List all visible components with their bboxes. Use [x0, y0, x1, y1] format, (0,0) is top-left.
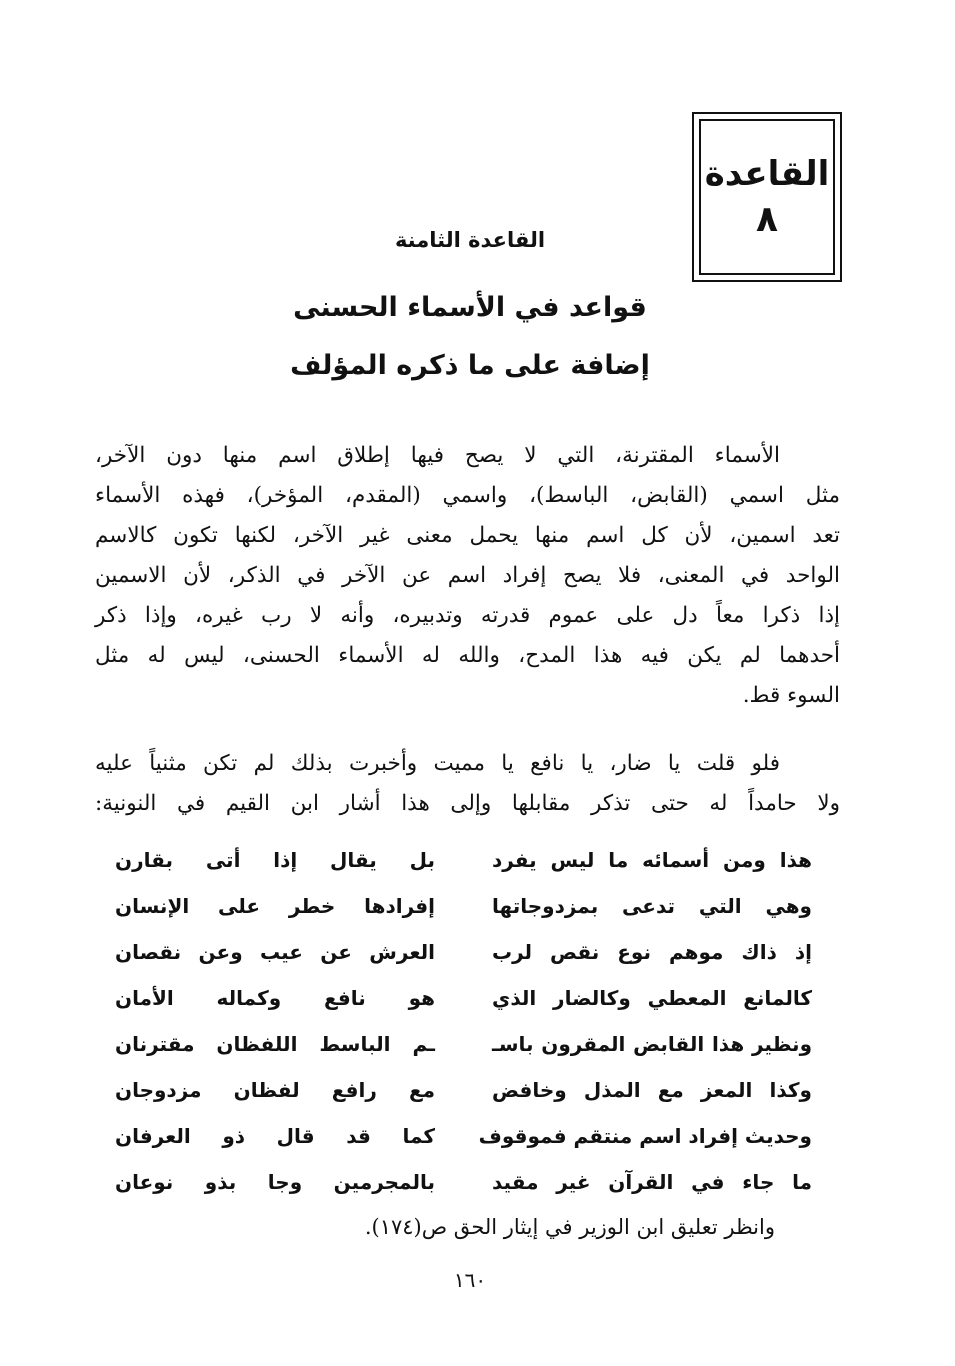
verse-first-half: وهي التي تدعى بمزدوجاتها	[492, 894, 812, 918]
text-line: الأسماء المقترنة، التي لا يصح فيها إطلاق اسم منها دون الآخر،	[95, 443, 780, 468]
verse-second-half: كما قد قال ذو العرفان	[115, 1124, 435, 1148]
verse	[115, 932, 812, 978]
text-line: أحدهما لم يكن فيه هذا المدح، والله له الأسماء الحسنى، ليس له مثل	[95, 643, 840, 668]
verse-first-half: هذا ومن أسمائه ما ليس يفرد	[492, 848, 812, 872]
verse-second-half: بل يقال إذا أتى بقارن	[115, 848, 435, 872]
verse	[115, 1116, 812, 1162]
text-line: مثل اسمي (القابض، الباسط)، واسمي (المقدم، المؤخر)، فهذه الأسماء	[95, 483, 840, 508]
page-title-line-1: قواعد في الأسماء الحسنى	[293, 292, 647, 323]
verse	[115, 1162, 812, 1208]
poem	[115, 840, 812, 1208]
verse	[115, 840, 812, 886]
text-line: فلو قلت يا ضار، يا نافع يا مميت وأخبرت بذلك لم تكن مثنياً عليه	[95, 751, 780, 776]
verse	[115, 1024, 812, 1070]
reference-note: وانظر تعليق ابن الوزير في إيثار الحق ص(١٧٤).	[364, 1215, 775, 1239]
verse-first-half: كالمانع المعطي وكالضار الذي	[492, 986, 812, 1010]
text-line: الواحد في المعنى، فلا يصح إفراد اسم عن الآخر في الذكر، لأن الاسمين	[95, 563, 840, 588]
verse-first-half: ونظير هذا القابض المقرون باسـ	[492, 1032, 812, 1056]
rule-label: القاعدة	[704, 154, 830, 194]
verse-second-half: هو نافع وكماله الأمان	[115, 986, 435, 1010]
verse	[115, 1070, 812, 1116]
verse-second-half: إفرادها خطر على الإنسان	[115, 894, 435, 918]
verse-first-half: إذ ذاك موهم نوع نقص لرب	[492, 940, 812, 964]
verse-second-half: العرش عن عيب وعن نقصان	[115, 940, 435, 964]
verse	[115, 886, 812, 932]
page-number: ١٦٠	[453, 1268, 487, 1292]
verse-second-half: بالمجرمين وجا بذو نوعان	[115, 1170, 435, 1194]
text-line: تعد اسمين، لأن كل اسم منها يحمل معنى غير الآخر، لكنها تكون كالاسم	[95, 523, 840, 548]
page-title-line-2: إضافة على ما ذكره المؤلف	[290, 350, 650, 381]
paragraph-2	[95, 744, 840, 824]
verse-second-half: مع رافع لفظان مزدوجان	[115, 1078, 435, 1102]
text-line: السوء قط.	[742, 683, 840, 708]
verse	[115, 978, 812, 1024]
rule-number-box	[692, 112, 842, 282]
text-line: إذا ذكرا معاً دل على عموم قدرته وتدبيره، وأنه لا رب غيره، وإذا ذكر	[95, 603, 840, 628]
verse-first-half: وحديث إفراد اسم منتقم فموقوف	[478, 1124, 812, 1148]
text-line: ولا حامداً له حتى تذكر مقابلها وإلى هذا أشار ابن القيم في النونية:	[95, 791, 840, 816]
rule-number: ٨	[756, 199, 778, 240]
section-heading: القاعدة الثامنة	[394, 228, 546, 252]
verse-first-half: ما جاء في القرآن غير مقيد	[492, 1170, 812, 1194]
rule-number-box-inner	[699, 119, 835, 275]
verse-first-half: وكذا المعز مع المذل وخافض	[492, 1078, 812, 1102]
paragraph-1	[95, 436, 840, 716]
verse-second-half: ـم الباسط اللفظان مقترنان	[115, 1032, 435, 1056]
